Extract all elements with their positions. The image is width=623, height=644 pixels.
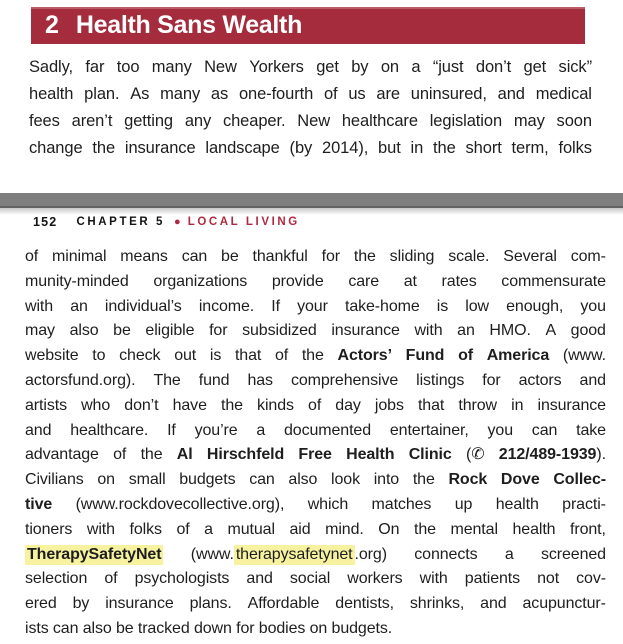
text-line: advantage of the Al Hirschfeld Free Health Clinic (✆ 212/489-1939).	[25, 446, 606, 464]
paragraph-intro	[29, 54, 592, 162]
text-line: may also be eligible for subsidized insurance with an HMO. A good	[25, 322, 606, 340]
page-break-bar	[0, 193, 623, 208]
page-number: 152	[33, 215, 58, 229]
section-number: 2	[45, 11, 59, 39]
text-line: health plan. As many as one-fourth of us are uninsured, and medical	[29, 85, 592, 103]
text-line: Sadly, far too many New Yorkers get by on a “just don’t get sick”	[29, 58, 592, 76]
text-line: fees aren’t getting any cheaper. New healthcare legislation may soon	[29, 112, 592, 130]
text-line: ered by insurance plans. Affordable dentists, shrinks, and acupunctur-	[25, 595, 606, 613]
text-line: website to check out is that of the Actors’ Fund of America (www.	[25, 347, 606, 365]
paragraph-main	[25, 245, 606, 642]
text-line: of minimal means can be thankful for the sliding scale. Several com-	[25, 248, 606, 265]
text-line: with an individual’s income. If your take-home is low enough, you	[25, 297, 606, 315]
text-line: artists who don’t have the kinds of day jobs that throw in insurance	[25, 396, 606, 414]
text-line: munity-minded organizations provide care at rates commensurate	[25, 272, 606, 290]
text-line: selection of psychologists and social workers with patients not cov-	[25, 570, 606, 588]
chapter-label: CHAPTER 5	[76, 216, 166, 228]
text-line: TherapySafetyNet (www. therapysafetynet .org) connects a screened	[27, 545, 606, 563]
text-line: actorsfund.org). The fund has comprehensive listings for actors and	[25, 371, 606, 389]
section-label: LOCAL LIVING	[187, 216, 300, 228]
text-line: tive (www.rockdovecollective.org), which matches up health practi-	[25, 495, 606, 513]
text-line: Civilians on small budgets can also look into the Rock Dove Collec-	[25, 471, 606, 489]
text-line: and healthcare. If you’re a documented entertainer, you can take	[25, 421, 606, 439]
section-header-bar	[31, 7, 585, 44]
text-line: change the insurance landscape (by 2014), but in the short term, folks	[29, 139, 592, 157]
bullet-icon: ●	[174, 216, 181, 228]
running-page-header	[33, 214, 300, 230]
phone-icon: ✆	[471, 446, 485, 464]
text-line: tioners with folks of a mutual aid mind. On the mental health front,	[25, 520, 606, 538]
text-line: ists can also be tracked down for bodies on budgets.	[25, 619, 393, 637]
section-title: Health Sans Wealth	[75, 11, 303, 39]
